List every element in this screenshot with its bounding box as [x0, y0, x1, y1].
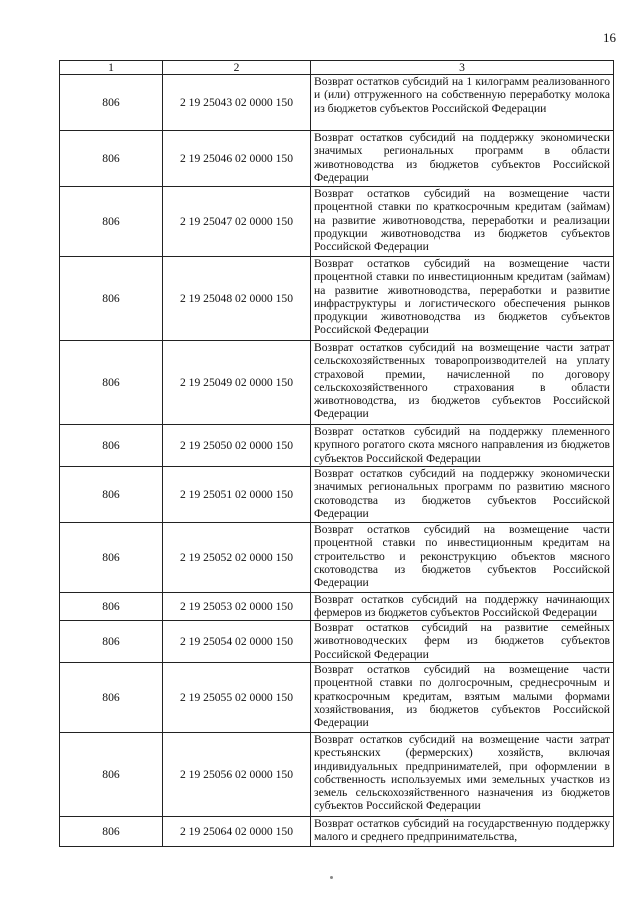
table-header-row — [60, 61, 614, 75]
table-row — [60, 663, 614, 733]
table-row — [60, 187, 614, 257]
budget-codes-table — [59, 60, 614, 847]
page-number: 16 — [603, 30, 616, 45]
table-row — [60, 341, 614, 425]
admin-code-cell: 806 — [60, 131, 163, 187]
description-cell: Возврат остатков субсидий на развитие семейных животноводческих ферм из бюджетов субъектов Российской Федерации — [311, 621, 614, 663]
column-header-2: 2 — [163, 61, 311, 75]
admin-code-cell: 806 — [60, 663, 163, 733]
budget-code-cell: 2 19 25056 02 0000 150 — [163, 733, 311, 817]
table-row — [60, 523, 614, 593]
description-cell: Возврат остатков субсидий на возмещение части затрат сельскохозяйственных товаропроизводителей на уплату страховой премии, начисленной по договору сельскохозяйственного страхования в области животноводства, из бюджетов субъектов Российской Федерации — [311, 341, 614, 425]
table-row — [60, 257, 614, 341]
description-cell: Возврат остатков субсидий на возмещение части процентной ставки по краткосрочным кредитам (займам) на развитие животноводства, переработки и реализации продукции животноводства из бюджетов субъектов Российской Федерации — [311, 187, 614, 257]
description-cell: Возврат остатков субсидий на возмещение части процентной ставки по инвестиционным кредитам на строительство и реконструкцию объектов мясного скотоводства из бюджетов субъектов Российской Федерации — [311, 523, 614, 593]
admin-code-cell: 806 — [60, 593, 163, 621]
description-cell: Возврат остатков субсидий на поддержку экономически значимых региональных программ в области животноводства из бюджетов субъектов Российской Федерации — [311, 131, 614, 187]
description-cell: Возврат остатков субсидий на возмещение части затрат крестьянских (фермерских) хозяйств, включая индивидуальных предпринимателей, при оформлении в собственность используемых ими земельных участков из земель сельскохозяйственного назначения из бюджетов субъектов Российской Федерации — [311, 733, 614, 817]
budget-code-cell: 2 19 25055 02 0000 150 — [163, 663, 311, 733]
table-row — [60, 733, 614, 817]
column-header-3: 3 — [311, 61, 614, 75]
scan-speck — [330, 876, 333, 879]
column-header-1: 1 — [60, 61, 163, 75]
table-row — [60, 621, 614, 663]
budget-code-cell: 2 19 25043 02 0000 150 — [163, 75, 311, 131]
budget-code-cell: 2 19 25050 02 0000 150 — [163, 425, 311, 467]
budget-code-cell: 2 19 25053 02 0000 150 — [163, 593, 311, 621]
table-row — [60, 425, 614, 467]
description-cell: Возврат остатков субсидий на государственную поддержку малого и среднего предпринимательства, — [311, 817, 614, 847]
table-row — [60, 75, 614, 131]
table-row — [60, 817, 614, 847]
admin-code-cell: 806 — [60, 75, 163, 131]
admin-code-cell: 806 — [60, 187, 163, 257]
budget-code-cell: 2 19 25052 02 0000 150 — [163, 523, 311, 593]
budget-code-cell: 2 19 25051 02 0000 150 — [163, 467, 311, 523]
admin-code-cell: 806 — [60, 733, 163, 817]
table-row — [60, 593, 614, 621]
description-cell: Возврат остатков субсидий на 1 килограмм реализованного и (или) отгруженного на собственную переработку молока из бюджетов субъектов Российской Федерации — [311, 75, 614, 131]
table-row — [60, 467, 614, 523]
admin-code-cell: 806 — [60, 621, 163, 663]
admin-code-cell: 806 — [60, 817, 163, 847]
budget-code-cell: 2 19 25047 02 0000 150 — [163, 187, 311, 257]
budget-code-cell: 2 19 25049 02 0000 150 — [163, 341, 311, 425]
description-cell: Возврат остатков субсидий на возмещение части процентной ставки по инвестиционным кредитам (займам) на развитие животноводства, переработки и развитие инфраструктуры и логистического обеспечения рынков продукции животноводства из бюджетов субъектов Российской Федерации — [311, 257, 614, 341]
description-cell: Возврат остатков субсидий на поддержку начинающих фермеров из бюджетов субъектов Российской Федерации — [311, 593, 614, 621]
admin-code-cell: 806 — [60, 341, 163, 425]
budget-code-cell: 2 19 25064 02 0000 150 — [163, 817, 311, 847]
budget-code-cell: 2 19 25054 02 0000 150 — [163, 621, 311, 663]
admin-code-cell: 806 — [60, 467, 163, 523]
admin-code-cell: 806 — [60, 523, 163, 593]
budget-code-cell: 2 19 25046 02 0000 150 — [163, 131, 311, 187]
table-row — [60, 131, 614, 187]
admin-code-cell: 806 — [60, 257, 163, 341]
admin-code-cell: 806 — [60, 425, 163, 467]
budget-code-cell: 2 19 25048 02 0000 150 — [163, 257, 311, 341]
description-cell: Возврат остатков субсидий на поддержку племенного крупного рогатого скота мясного направления из бюджетов субъектов Российской Федерации — [311, 425, 614, 467]
description-cell: Возврат остатков субсидий на поддержку экономически значимых региональных программ по развитию мясного скотоводства из бюджетов субъектов Российской Федерации — [311, 467, 614, 523]
description-cell: Возврат остатков субсидий на возмещение части процентной ставки по долгосрочным, среднесрочным и краткосрочным кредитам, взятым малыми формами хозяйствования, из бюджетов субъектов Российской Федерации — [311, 663, 614, 733]
